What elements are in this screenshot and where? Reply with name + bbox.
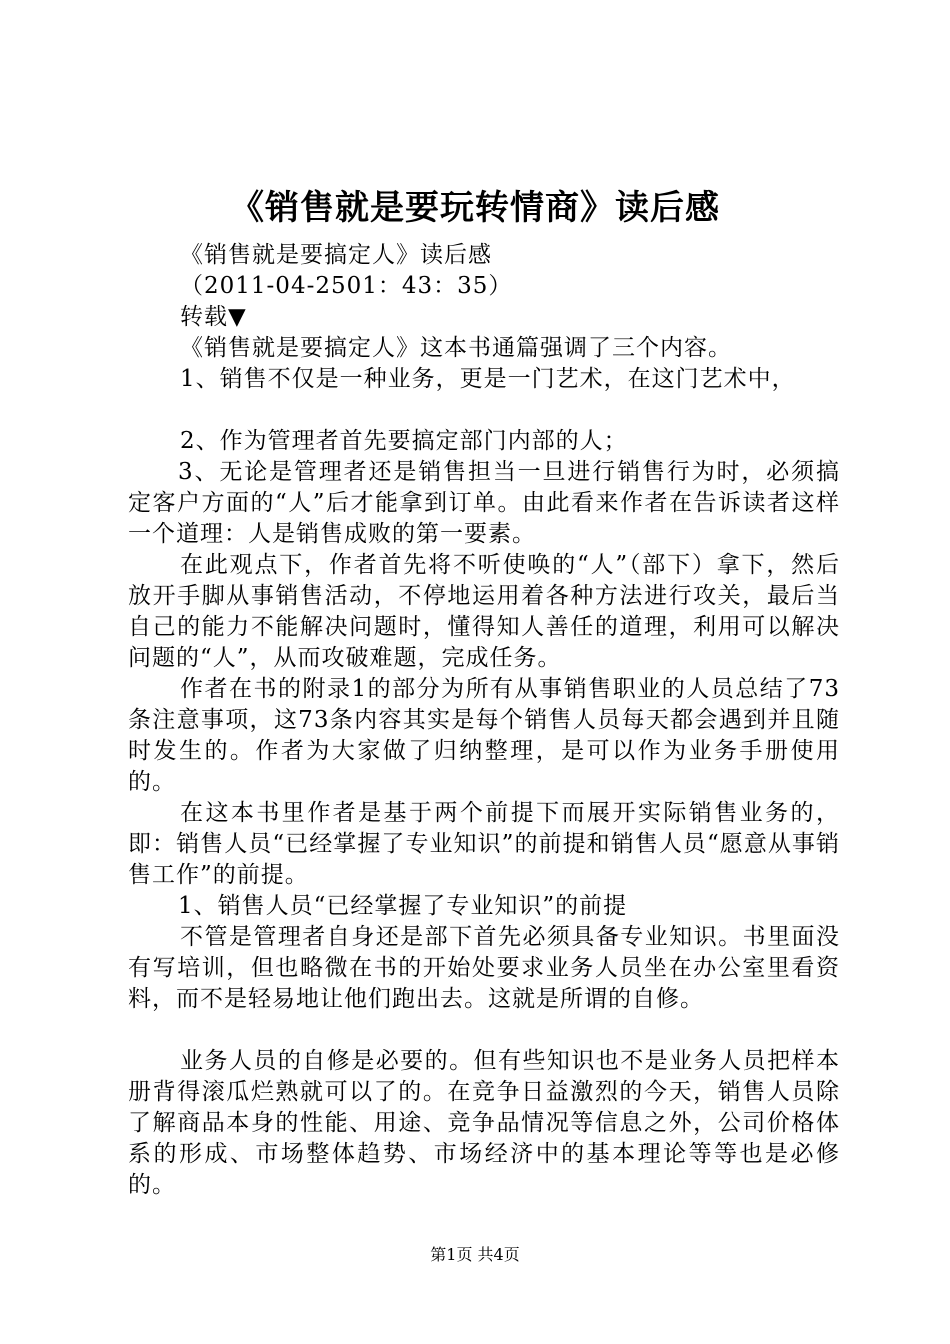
paragraph: 不管是管理者自身还是部下首先必须具备专业知识。书里面没有写培训，但也略微在书的开始处要求业务人员坐在办公室里看资料，而不是轻易地让他们跑出去。这就是所谓的自修。 (128, 924, 840, 1012)
document-title: 《销售就是要玩转情商》读后感 (230, 188, 720, 228)
paragraph: 在此观点下，作者首先将不听使唤的“人”（部下）拿下，然后放开手脚从事销售活动，不停地运用着各种方法进行攻关，最后当自己的能力不能解决问题时，懂得知人善任的道理，利用可以解决问题的“人”，从而攻破难题，完成任务。 (128, 552, 840, 671)
blank-line (128, 395, 840, 426)
blank-line (128, 1015, 840, 1046)
document-body (128, 240, 840, 1201)
paragraph: 2、作为管理者首先要搞定部门内部的人； (180, 428, 628, 454)
paragraph: 作者在书的附录1的部分为所有从事销售职业的人员总结了73条注意事项，这73条内容其实是每个销售人员每天都会遇到并且随时发生的。作者为大家做了归纳整理，是可以作为业务手册使用的。 (128, 676, 840, 795)
page-footer: 第1页 共4页 (430, 1245, 520, 1264)
paragraph: （2011-04-2501：43：35） (180, 273, 513, 299)
paragraph: 1、销售人员“已经掌握了专业知识”的前提 (178, 893, 628, 919)
paragraph: 《销售就是要搞定人》这本书通篇强调了三个内容。 (180, 335, 732, 361)
paragraph: 业务人员的自修是必要的。但有些知识也不是业务人员把样本册背得滚瓜烂熟就可以了的。在竞争日益激烈的今天，销售人员除了解商品本身的性能、用途、竞争品情况等信息之外，公司价格体系的形成、市场整体趋势、市场经济中的基本理论等等也是必修的。 (128, 1048, 840, 1198)
paragraph: 转载▼ (180, 304, 247, 330)
paragraph: 1、销售不仅是一种业务，更是一门艺术，在这门艺术中， (180, 366, 796, 392)
paragraph: 3、无论是管理者还是销售担当一旦进行销售行为时，必须搞定客户方面的“人”后才能拿到订单。由此看来作者在告诉读者这样一个道理：人是销售成败的第一要素。 (128, 459, 840, 547)
paragraph: 《销售就是要搞定人》读后感 (180, 242, 492, 268)
paragraph: 在这本书里作者是基于两个前提下而展开实际销售业务的，即：销售人员“已经掌握了专业知识”的前提和销售人员“愿意从事销售工作”的前提。 (128, 800, 840, 888)
